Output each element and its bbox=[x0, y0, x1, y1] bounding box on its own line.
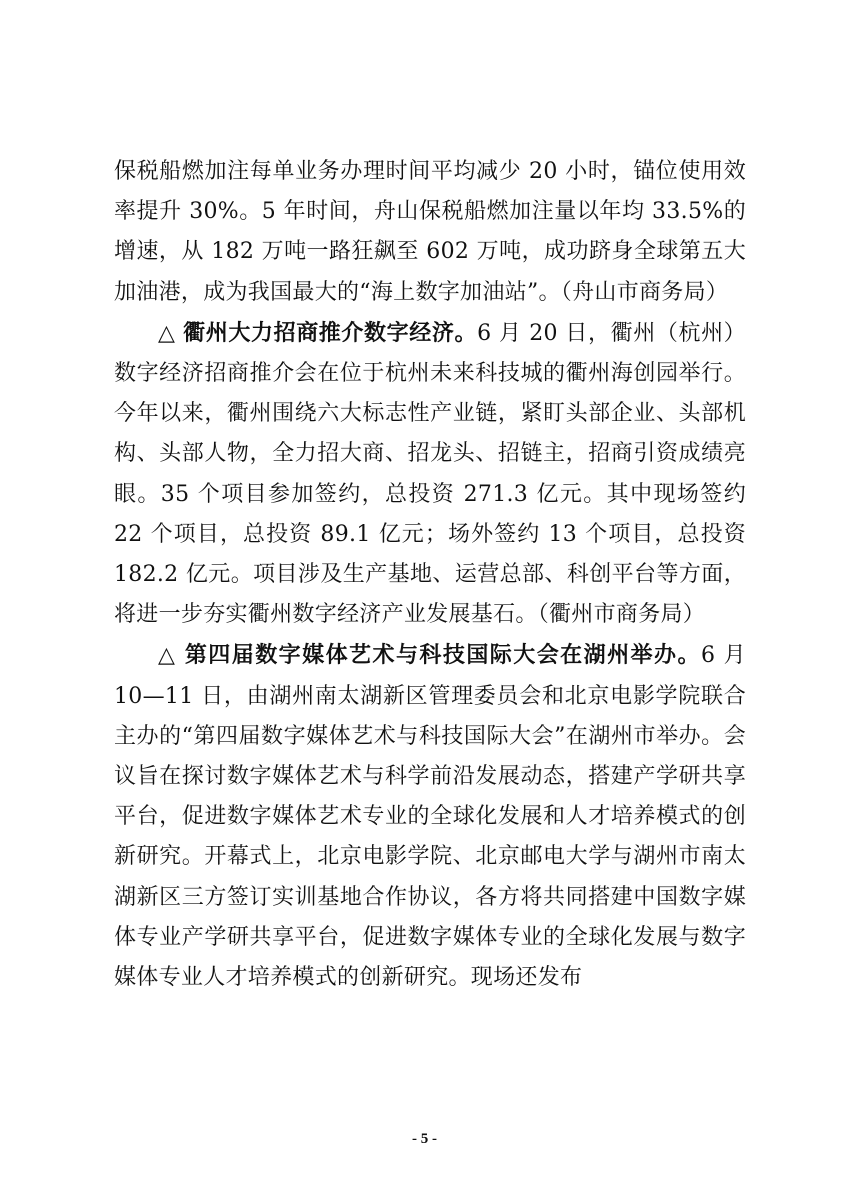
paragraph-lead-heading: 第四届数字媒体艺术与科技国际大会在湖州举办。 bbox=[184, 643, 701, 669]
triangle-bullet-icon: △ bbox=[158, 642, 177, 669]
paragraph-text: 6 月 10—11 日，由湖州南太湖新区管理委员会和北京电影学院联合主办的“第四届数字媒体艺术与科技国际大会”在湖州市举办。会议旨在探讨数字媒体艺术与科学前沿发展动态，搭建产学研共享平台，促进数字媒体艺术专业的全球化发展和人才培养模式的创新研究。开幕式上，北京电影学院、北京邮电大学与湖州市南太湖新区三方签订实训基地合作协议，各方将共同搭建中国数字媒体专业产学研共享平台，促进数字媒体专业的全球化发展与数字媒体专业人才培养模式的创新研究。现场还发布 bbox=[114, 643, 746, 991]
page-number: - 5 - bbox=[412, 1131, 437, 1147]
paragraph-quzhou-investment bbox=[114, 313, 746, 636]
document-body bbox=[114, 152, 746, 998]
paragraph-text: 保税船燃加注每单业务办理时间平均减少 20 小时，锚位使用效率提升 30%。5 年时间，舟山保税船燃加注量以年均 33.5%的增速，从 182 万吨一路狂飙至 602 万吨，成功跻身全球第五大加油港，成为我国最大的“海上数字加油站”。（舟山市商务局） bbox=[114, 159, 746, 305]
paragraph-zhoushan-continuation bbox=[114, 152, 746, 313]
triangle-bullet-icon: △ bbox=[158, 319, 176, 346]
paragraph-text: 6 月 20 日，衢州（杭州）数字经济招商推介会在位于杭州未来科技城的衢州海创园举行。今年以来，衢州围绕六大标志性产业链，紧盯头部企业、头部机构、头部人物，全力招大商、招龙头、招链主，招商引资成绩亮眼。35 个项目参加签约，总投资 271.3 亿元。其中现场签约 22 个项目，总投资 89.1 亿元；场外签约 13 个项目，总投资 182.2 亿元。项目涉及生产基地、运营总部、科创平台等方面，将进一步夯实衢州数字经济产业发展基石。（衢州市商务局） bbox=[114, 320, 746, 628]
paragraph-lead-heading: 衢州大力招商推介数字经济。 bbox=[183, 320, 478, 346]
paragraph-huzhou-conference bbox=[114, 635, 746, 998]
